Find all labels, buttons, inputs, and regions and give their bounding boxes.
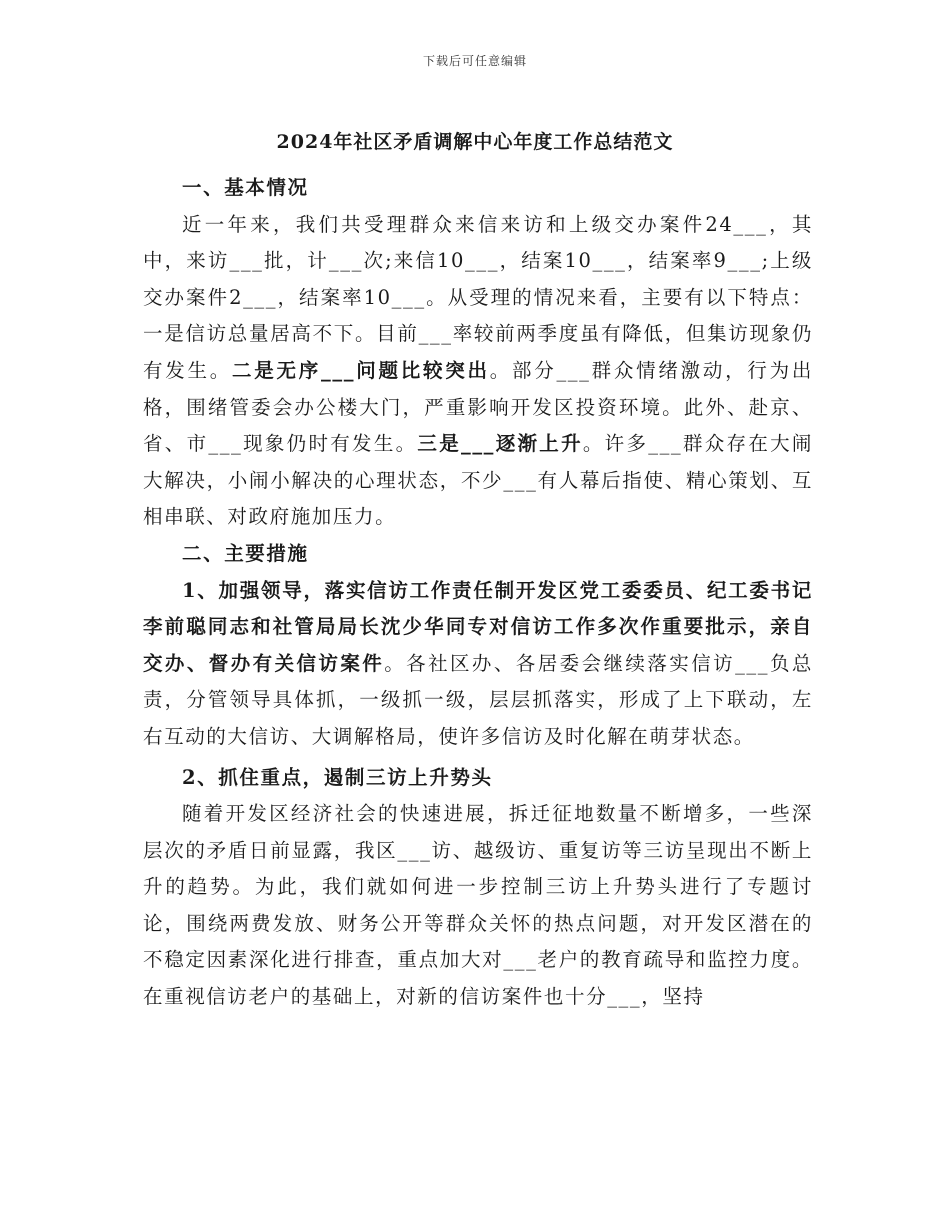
paragraph-text: 近一年来，我们共受理群众来信来访和上级交办案件24___，其中，来访___批，计___次;来信10___，结案10___，结案率9___;上级交办案件2___，结案率10___。从受理的情况来看，主要有以下特点：一是信访总量居高不下。目前___率较前两季度虽有降低，但集访现象仍有发生。	[143, 212, 813, 382]
bold-phrase: 三是___逐渐上升	[417, 432, 583, 456]
paragraph-measure-2: 随着开发区经济社会的快速进展，拆迁征地数量不断增多，一些深层次的矛盾日前显露，我区___访、越级访、重复访等三访呈现出不断上升的趋势。为此，我们就如何进一步控制三访上升势头进行了专题讨论，围绕两费发放、财务公开等群众关怀的热点问题，对开发区潜在的不稳定因素深化进行排查，重点加大对___老户的教育疏导和监控力度。在重视信访老户的基础上，对新的信访案件也十分___，坚持	[143, 802, 813, 1009]
page-header-note: 下载后可任意编辑	[422, 54, 527, 68]
paragraph-measure-1	[143, 573, 813, 756]
bold-phrase: 1、加强领导，落实信访工作责任制开发区党工委委员、纪工委书记李前聪同志和社管局局长沈少华同专对信访工作多次作重要批示，亲自交办、督办有关信访案件	[143, 578, 813, 675]
paragraph-text: 。许多___群众存在大闹大解决，小闹小解决的心理状态，不少___有人幕后指使、精心策划、互相串联、对政府施加压力。	[143, 432, 814, 529]
section-heading-measures: 二、主要措施	[182, 541, 309, 565]
section-heading-basic: 一、基本情况	[182, 176, 309, 199]
paragraph-text: 。各社区办、各居委会继续落实信访___负总责，分管领导具体抓，一级抓一级，层层抓落实，形成了上下联动，左右互动的大信访、大调解格局，使许多信访及时化解在萌芽状态。	[143, 651, 813, 748]
bold-phrase: 二是无序___问题比较突出	[232, 358, 490, 382]
paragraph-text: 。部分___群众情绪激动，行为出格，围绪管委会办公楼大门，严重影响开发区投资环境。此外、赴京、省、市___现象仍时有发生。	[143, 358, 813, 456]
document-title: 2024年社区矛盾调解中心年度工作总结范文	[276, 131, 674, 153]
subsection-heading-2: 2、抓住重点，遏制三访上升势头	[182, 765, 493, 789]
paragraph-basic-situation	[143, 207, 813, 536]
document-body	[143, 170, 813, 1016]
